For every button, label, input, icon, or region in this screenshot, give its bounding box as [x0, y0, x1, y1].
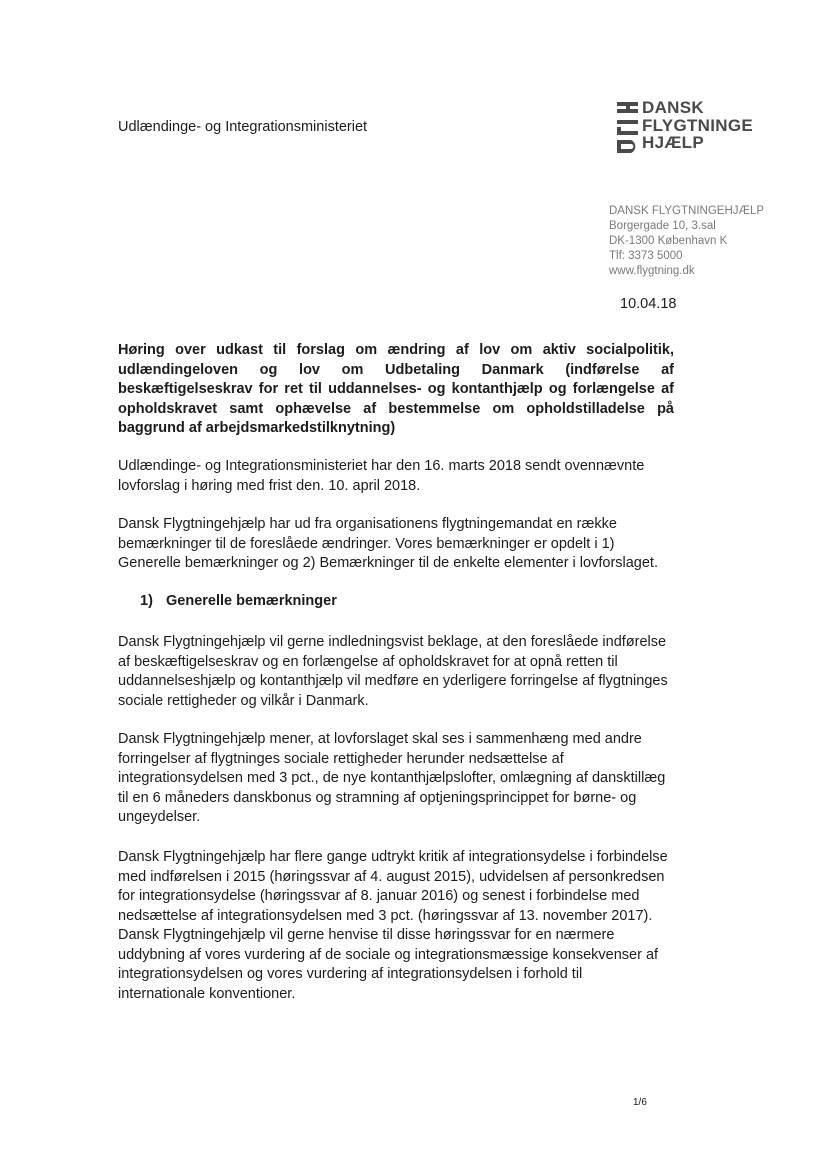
letter-date: 10.04.18: [620, 296, 677, 312]
paragraph-2: Dansk Flygtningehjælp har ud fra organisationens flygtningemandat en række bemærkninger til de foreslåede ændringer. Vores bemærkninger er opdelt i 1) Generelle bemærkninger og 2) Bemærkninger til de enkelte elementer i lovforslaget.: [118, 516, 658, 571]
logo-line-3: HJÆLP: [642, 133, 704, 152]
section-heading: [140, 593, 337, 609]
sender-street: Borgergade 10, 3.sal: [609, 220, 716, 232]
paragraph-1: Udlændinge- og Integrationsministeriet har den 16. marts 2018 sendt ovennævnte lovforslag i høring med frist den. 10. april 2018.: [118, 458, 645, 494]
sender-address: [609, 204, 764, 279]
logo-line-1: DANSK: [642, 98, 704, 117]
logo-wordmark: [642, 99, 753, 152]
paragraph-4: Dansk Flygtningehjælp mener, at lovforslaget skal ses i sammenhæng med andre forringelser af flygtninges sociale rettigheder herunder nedsættelse af integrationsydelsen med 3 pct., de nye kontanthjælpslofter, omlægning af dansktillæg til en 6 måneders danskbonus og stramning af optjeningsprincippet for børne- og ungeydelser.: [118, 731, 666, 825]
paragraph-5: Dansk Flygtningehjælp har flere gange udtrykt kritik af integrationsydelse i forbindelse med indførelsen i 2015 (høringssvar af 4. august 2015), udvidelsen af personkredsen for integrationsydelse (høringssvar af 8. januar 2016) og senest i forbindelse med nedsættelse af integrationsydelsen med 3 pct. (høringssvar af 13. november 2017). Dansk Flygtningehjælp vil gerne henvise til disse høringssvar for en nærmere uddybning af vores vurdering af de sociale og integrationsmæssige konsekvenser af integrationsydelsen og vores vurdering af integrationsydelsen i forhold til internationale konventioner.: [118, 849, 668, 1002]
dfh-logo-icon: [617, 100, 639, 154]
sender-city: DK-1300 København K: [609, 235, 728, 247]
section-number: 1): [140, 593, 153, 609]
paragraph-3: Dansk Flygtningehjælp vil gerne indledningsvist beklage, at den foreslåede indførelse af beskæftigelseskrav og en forlængelse af opholdskravet for at opnå retten til uddannelseshjælp og kontanthjælp vil medføre en yderligere forringelse af flygtninges sociale rettigheder og vilkår i Danmark.: [118, 634, 668, 709]
section-title: Generelle bemærkninger: [166, 593, 337, 609]
sender-name: DANSK FLYGTNINGEHJÆLP: [609, 205, 765, 217]
sender-phone: Tlf: 3373 5000: [609, 250, 683, 262]
recipient: Udlændinge- og Integrationsministeriet: [118, 119, 368, 135]
document-title: Høring over udkast til forslag om ændring af lov om aktiv socialpolitik, udlændingeloven og lov om Udbetaling Danmark (indførelse af beskæftigelseskrav for ret til uddannelses- og kontanthjælp og forlængelse af opholdskravet samt ophævelse af bestemmelse om opholdstilladelse på baggrund af arbejdsmarkedstilknytning): [118, 342, 674, 436]
organization-logo: [617, 100, 767, 154]
page-number: 1/6: [633, 1097, 647, 1108]
logo-line-2: FLYGTNINGE: [642, 115, 753, 135]
sender-website: www.flygtning.dk: [609, 265, 695, 277]
